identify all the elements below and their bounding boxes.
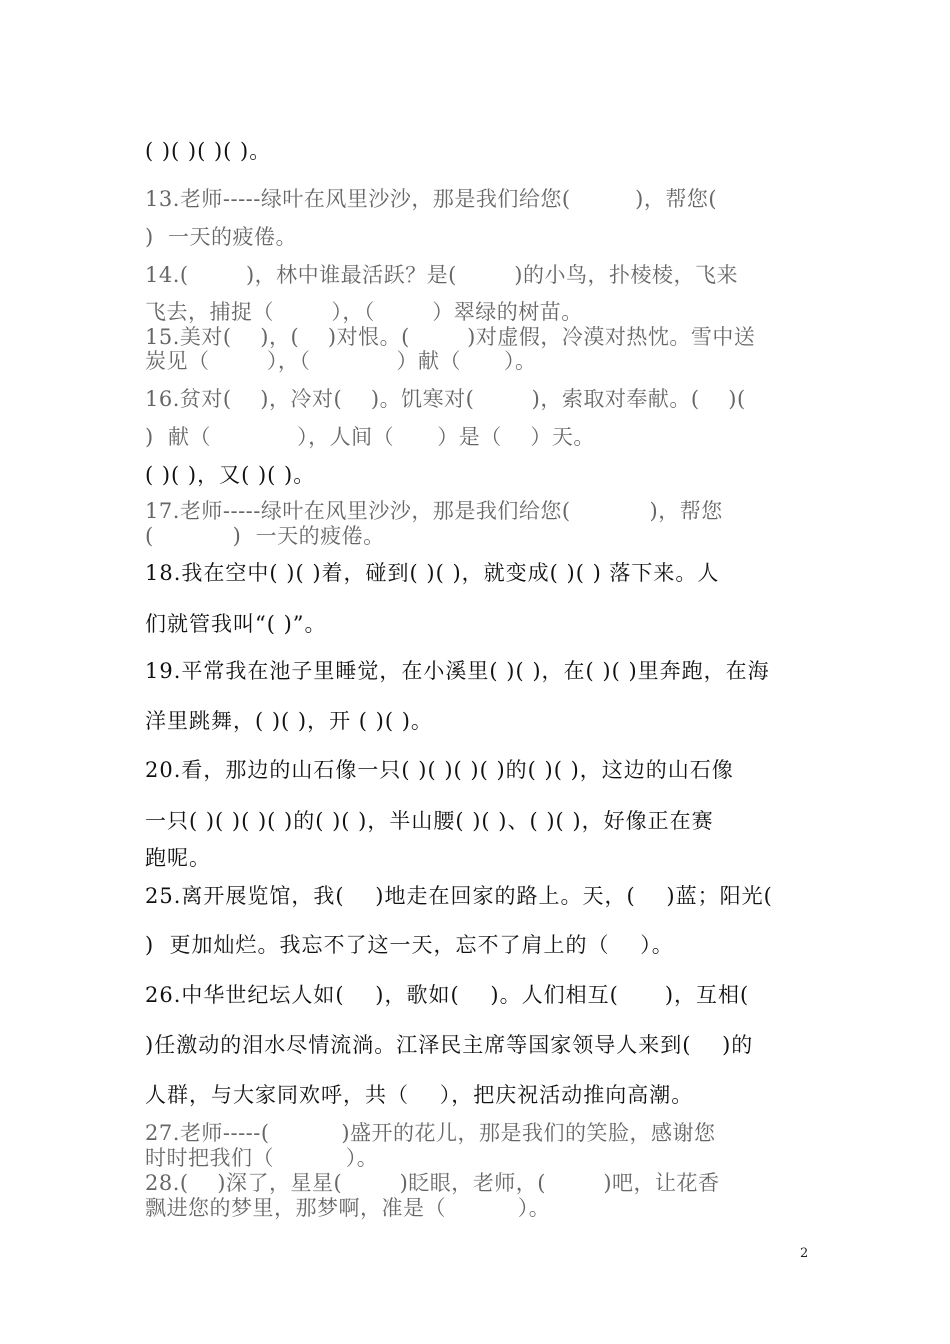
question-27-line-1: 27.老师-----( )盛开的花儿，那是我们的笑脸，感谢您 (145, 1121, 716, 1145)
question-26-line-2: )任激动的泪水尽情流淌。江泽民主席等国家领导人来到( )的 (145, 1033, 754, 1057)
question-25-line-2: ) 更加灿烂。我忘不了这一天，忘不了肩上的（ ）。 (145, 933, 674, 957)
question-19-line-1: 19.平常我在池子里睡觉，在小溪里( )( )，在( )( )里奔跑，在海 (145, 659, 770, 683)
question-28-line-2: 飘进您的梦里，那梦啊，准是（ ）。 (145, 1196, 551, 1220)
question-16-line-3: ( )( )，又( )( )。 (145, 463, 316, 487)
question-20-line-1: 20.看，那边的山石像一只( )( )( )( )的( )( )，这边的山石像 (145, 758, 734, 782)
question-20-line-2: 一只( )( )( )( )的( )( )，半山腰( )( )、( )( )，好像正在赛 (145, 809, 714, 833)
question-17-line-2: ( ) 一天的疲倦。 (145, 524, 385, 548)
question-25-line-1: 25.离开展览馆，我( )地走在回家的路上。天，( )蓝；阳光( (145, 884, 773, 908)
question-14-line-2: 飞去，捕捉（ ），（ ）翠绿的树苗。 (145, 300, 583, 324)
question-17-line-1: 17.老师-----绿叶在风里沙沙，那是我们给您( )，帮您 (145, 499, 723, 523)
page-number: 2 (800, 1246, 809, 1261)
question-19-line-2: 洋里跳舞，( )( )，开 ( )( )。 (145, 709, 433, 733)
question-16-line-2: ) 献（ ），人间（ ）是（ ）天。 (145, 425, 595, 449)
question-13-line-1: 13.老师-----绿叶在风里沙沙，那是我们给您( )，帮您( (145, 187, 718, 211)
question-26-line-1: 26.中华世纪坛人如( )，歌如( )。人们相互( )，互相( (145, 983, 750, 1007)
question-20-line-3: 跑呢。 (145, 846, 211, 870)
question-28-line-1: 28.( )深了，星星( )眨眼，老师，( )吧，让花香 (145, 1171, 720, 1195)
question-27-line-2: 时时把我们（ ）。 (145, 1146, 379, 1170)
question-26-line-3: 人群，与大家同欢呼，共（ ），把庆祝活动推向高潮。 (145, 1083, 694, 1107)
question-13-line-2: ) 一天的疲倦。 (145, 225, 298, 249)
question-15-line-2: 炭见（ ），（ ）献（ ）。 (145, 349, 537, 373)
question-14-line-1: 14.( )，林中谁最活跃？是( )的小鸟，扑棱棱，飞来 (145, 263, 738, 287)
question-18-line-2: 们就管我叫“( )”。 (145, 612, 327, 636)
question-16-line-1: 16.贫对( )，冷对( )。饥寒对( )，索取对奉献。( )( (145, 387, 746, 411)
question-18-line-1: 18.我在空中( )( )着，碰到( )( )，就变成( )( ) 落下来。人 (145, 561, 720, 585)
line-continuation: ( )( )( )( )。 (145, 139, 272, 163)
question-15-line-1: 15.美对( )，( )对恨。( )对虚假，冷漠对热忱。雪中送 (145, 325, 756, 349)
